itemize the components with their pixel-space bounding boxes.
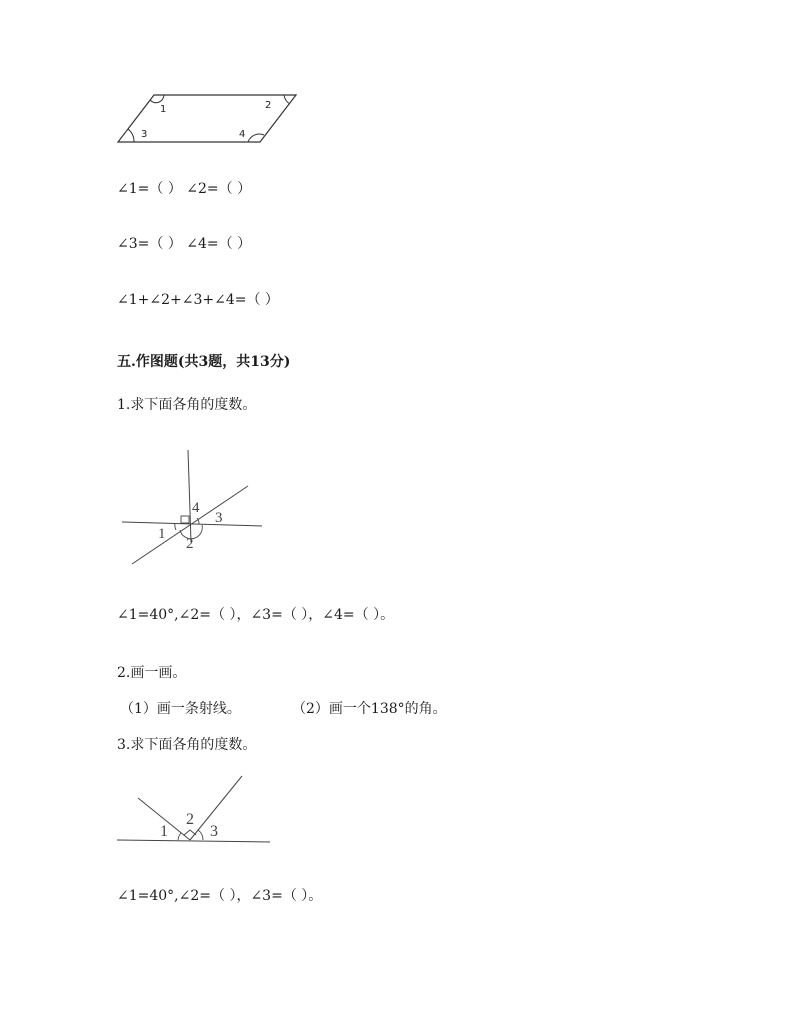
right-angle-mark: [181, 516, 189, 523]
question-2-part-1: （1）画一条射线。: [120, 701, 241, 717]
angle-arc-1: [150, 95, 164, 103]
angle-label-3: 3: [215, 510, 223, 526]
question-3-prompt: 3.求下面各角的度数。: [117, 737, 257, 753]
angle-label-4: 4: [192, 500, 200, 516]
angle-label-3: 3: [141, 129, 148, 140]
angle-label-4: 4: [239, 129, 246, 140]
question-2-part-2: （2）画一个138°的角。: [292, 701, 447, 717]
angle-arc-1: [178, 833, 181, 840]
angle-arc-3: [198, 830, 203, 840]
angle-arc-2: [284, 95, 290, 104]
question-1-answer: ∠1=40°,∠2=（ ），∠3=（ ），∠4=（ ）。: [117, 607, 395, 623]
angle-label-2: 2: [186, 811, 194, 828]
vertical-line: [188, 450, 191, 542]
angle-label-1: 1: [158, 526, 166, 542]
parallelogram-answer-line-2: ∠3=（ ） ∠4=（ ）: [117, 236, 252, 252]
angle-arc-3: [128, 129, 134, 142]
section-five-title: 五.作图题(共3题，共13分): [117, 354, 291, 370]
question-1-prompt: 1.求下面各角的度数。: [117, 397, 257, 413]
question-3-figure: [114, 772, 274, 848]
question-1-figure: [118, 446, 268, 568]
angle-arc-1: [175, 523, 176, 530]
angle-label-2: 2: [265, 100, 272, 111]
base-line: [117, 840, 270, 842]
angle-label-2: 2: [186, 536, 194, 552]
parallelogram-figure: [112, 88, 304, 148]
angle-label-1: 1: [160, 104, 167, 115]
question-2-prompt: 2.画一画。: [117, 665, 187, 681]
angle-label-3: 3: [210, 823, 218, 840]
angle-label-1: 1: [160, 823, 168, 840]
parallelogram-answer-line-1: ∠1=（ ） ∠2=（ ）: [117, 181, 252, 197]
parallelogram-answer-line-3: ∠1+∠2+∠3+∠4=（ ）: [117, 292, 279, 308]
question-3-answer: ∠1=40°,∠2=（ ），∠3=（ ）。: [117, 888, 323, 904]
